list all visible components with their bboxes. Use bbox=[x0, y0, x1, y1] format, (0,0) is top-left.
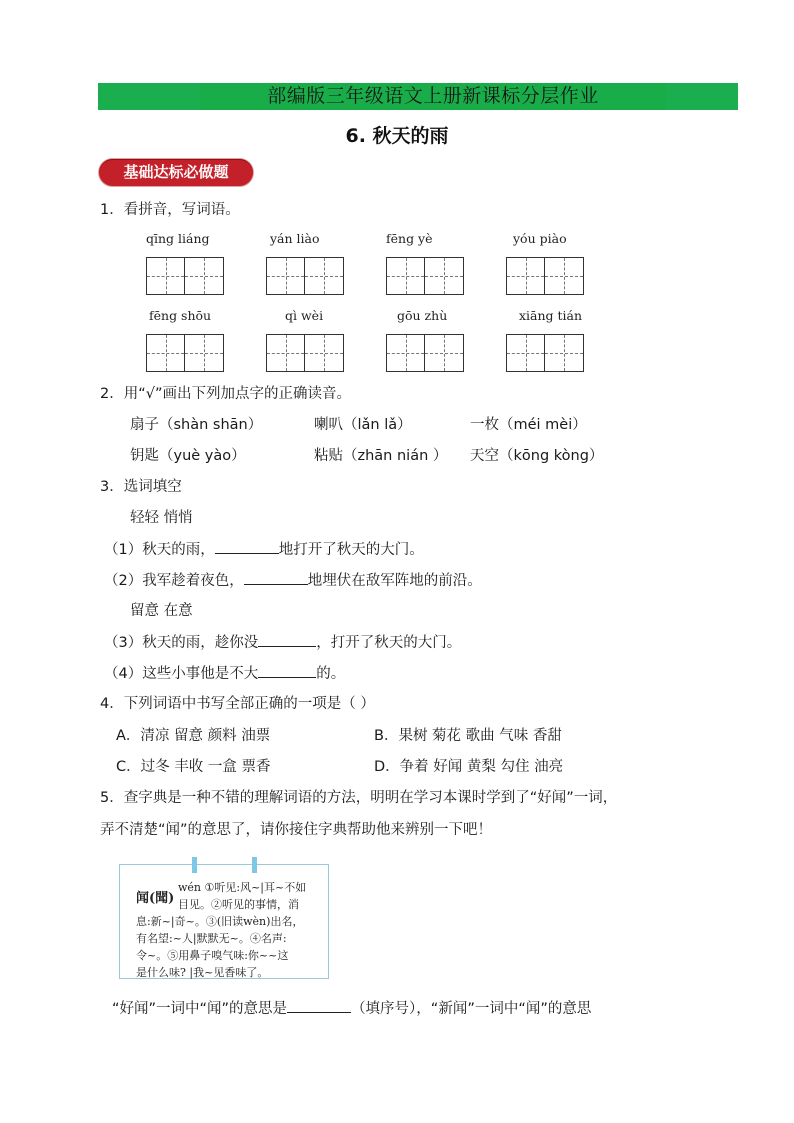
answer-blank-3[interactable] bbox=[258, 632, 316, 647]
q2-item-5[interactable]: 粘贴（zhān nián ） bbox=[314, 448, 448, 464]
q4-option-b[interactable]: B．果树 菊花 歌曲 气味 香甜 bbox=[374, 728, 562, 744]
q2-item-4[interactable]: 钥匙（yuè yào） bbox=[130, 448, 246, 464]
q5-prompt-line-1: 5．查字典是一种不错的理解词语的方法，明明在学习本课时学到了“好闻”一词， bbox=[100, 790, 618, 806]
answer-blank-2[interactable] bbox=[244, 570, 308, 585]
q4-option-a[interactable]: A．清凉 留意 颜料 油票 bbox=[116, 728, 271, 744]
dict-line: 有名望:~人|默默无~。④名声: bbox=[136, 932, 287, 945]
header-banner bbox=[98, 83, 738, 110]
q2-prompt: 2．用“√”画出下列加点字的正确读音。 bbox=[100, 386, 351, 402]
q4-option-d[interactable]: D．争着 好闻 黄梨 勾住 油亮 bbox=[374, 759, 564, 775]
answer-blank-4[interactable] bbox=[258, 663, 316, 678]
q2-item-6[interactable]: 天空（kōng kòng） bbox=[470, 448, 604, 464]
pinyin-7: gōu zhù bbox=[397, 308, 448, 323]
pinyin-6: qì wèi bbox=[285, 308, 324, 323]
writing-grid-8[interactable] bbox=[506, 334, 584, 372]
page-title: 6. 秋天的雨 bbox=[345, 125, 449, 147]
q4-prompt: 4．下列词语中书写全部正确的一项是（ ） bbox=[100, 696, 375, 712]
pinyin-1: qīng liáng bbox=[146, 231, 210, 246]
dict-line: 目见。②听见的事情，消 bbox=[178, 898, 299, 911]
dictionary-definition bbox=[136, 879, 326, 981]
q3-sentence-2: （2）我军趁着夜色， 地埋伏在敌军阵地的前沿。 bbox=[104, 570, 482, 591]
dict-line: 息:新~|奇~。③(旧读wèn)出名， bbox=[136, 915, 304, 928]
answer-blank-1[interactable] bbox=[215, 539, 279, 554]
q3-prompt: 3．选词填空 bbox=[100, 479, 182, 495]
dictionary-entry-card bbox=[119, 864, 329, 979]
q3-word-group-2: 留意 在意 bbox=[130, 603, 193, 619]
writing-grid-1[interactable] bbox=[146, 257, 224, 295]
dict-line: 是什么味? |我~见香味了。 bbox=[136, 966, 269, 979]
writing-grid-2[interactable] bbox=[266, 257, 344, 295]
q3-sentence-3: （3）秋天的雨，趁你没 ，打开了秋天的大门。 bbox=[104, 632, 461, 653]
q3-sentence-1: （1）秋天的雨， 地打开了秋天的大门。 bbox=[104, 539, 424, 560]
dict-line: 令~。⑤用鼻子嗅气味:你~~这 bbox=[136, 949, 289, 962]
writing-grid-4[interactable] bbox=[506, 257, 584, 295]
writing-grid-5[interactable] bbox=[146, 334, 224, 372]
q2-item-1[interactable]: 扇子（shàn shān） bbox=[130, 417, 263, 433]
dictionary-headword: 闻(聞) bbox=[136, 891, 175, 906]
q5-final-line: “好闻”一词中“闻”的意思是 （填序号），“新闻”一词中“闻”的意思 bbox=[112, 998, 591, 1019]
pinyin-4: yóu piào bbox=[513, 231, 567, 246]
pinyin-5: fēng shōu bbox=[149, 308, 212, 323]
pinyin-3: fēng yè bbox=[386, 231, 433, 246]
clip-icon-left bbox=[192, 857, 197, 873]
banner-title: 部编版三年级语文上册新课标分层作业 bbox=[200, 83, 666, 110]
q1-prompt: 1．看拼音，写词语。 bbox=[100, 202, 240, 218]
q4-option-c[interactable]: C．过冬 丰收 一盒 票香 bbox=[116, 759, 271, 775]
q3-word-group-1: 轻轻 悄悄 bbox=[130, 510, 193, 526]
pinyin-2: yán liào bbox=[270, 231, 320, 246]
q2-item-3[interactable]: 一枚（méi mèi） bbox=[470, 417, 587, 433]
dict-line: wén ①听见:风~|耳~不如 bbox=[178, 881, 307, 894]
writing-grid-7[interactable] bbox=[386, 334, 464, 372]
writing-grid-6[interactable] bbox=[266, 334, 344, 372]
q3-sentence-4: （4）这些小事他是不大 的。 bbox=[104, 663, 345, 684]
writing-grid-3[interactable] bbox=[386, 257, 464, 295]
clip-icon-right bbox=[252, 857, 257, 873]
pinyin-8: xiāng tián bbox=[519, 308, 583, 323]
section-badge: 基础达标必做题 bbox=[99, 159, 253, 186]
answer-blank-5[interactable] bbox=[287, 998, 351, 1013]
q5-prompt-line-2: 弄不清楚“闻”的意思了，请你接住字典帮助他来辨别一下吧！ bbox=[100, 822, 493, 838]
q2-item-2[interactable]: 喇叭（lǎn lǎ） bbox=[314, 417, 412, 433]
